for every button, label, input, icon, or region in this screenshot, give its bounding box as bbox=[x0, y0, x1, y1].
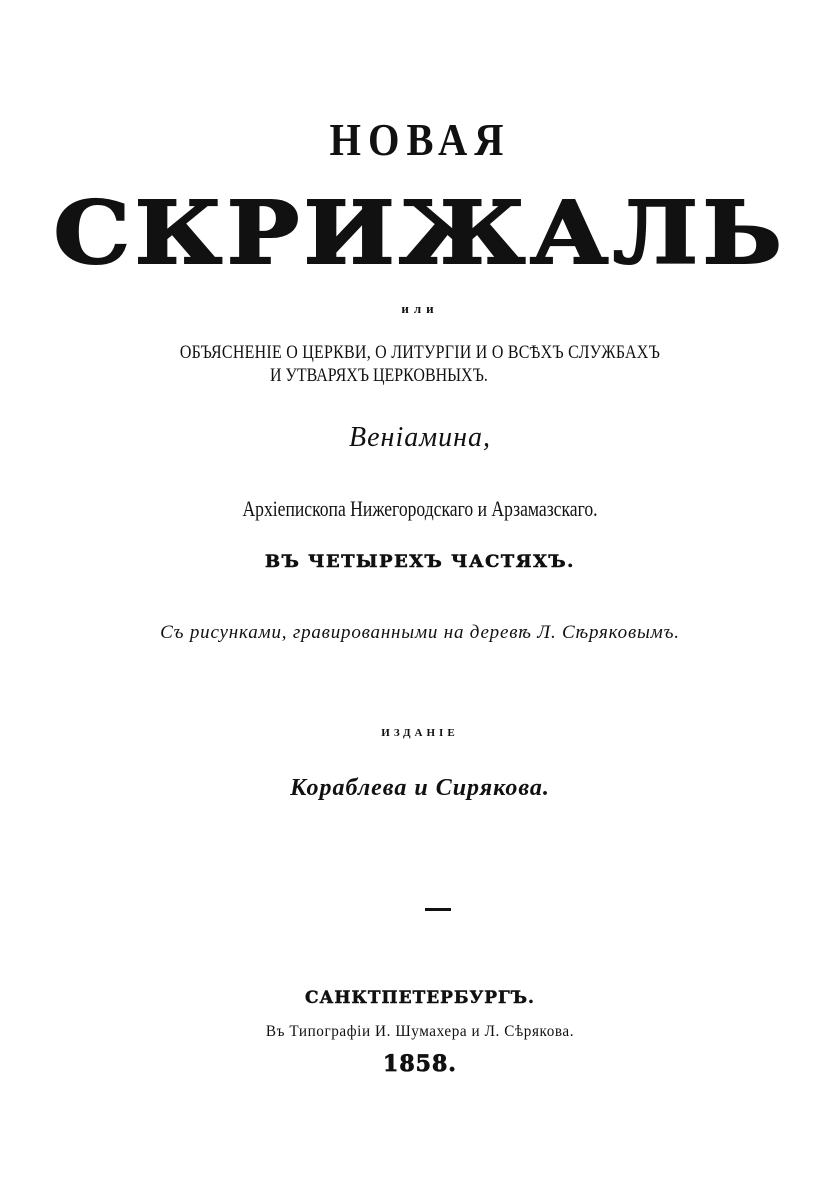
conjunction-ili: или bbox=[401, 301, 439, 316]
imprint-printer: Въ Типографіи И. Шумахера и Л. Сѣрякова. bbox=[265, 1023, 575, 1040]
parts-note: ВЪ ЧЕТЫРЕХЪ ЧАСТЯХЪ. bbox=[265, 552, 575, 572]
illustrations-note: Съ рисунками, гравированными на деревѣ Л. Сѣряковымъ. bbox=[160, 622, 680, 643]
imprint-year: 1858. bbox=[383, 1051, 457, 1077]
subtitle-line-1: ОБЪЯСНЕНІЕ О ЦЕРКВИ, О ЛИТУРГІИ И О ВСѢХЪ СЛУЖБАХЪ bbox=[179, 342, 661, 363]
imprint-city: САНКТПЕТЕРБУРГЪ. bbox=[305, 988, 535, 1008]
publishers: Кораблева и Сирякова. bbox=[290, 775, 550, 801]
author-rank: Архіепископа Нижегородскаго и Арзамазскаго. bbox=[242, 496, 598, 521]
author-name: Веніамина, bbox=[349, 422, 491, 453]
edition-label: ИЗДАНІЕ bbox=[381, 727, 459, 739]
title-top-line: НОВАЯ bbox=[329, 114, 511, 165]
main-title: СКРИЖАЛЬ bbox=[53, 183, 787, 284]
divider-rule bbox=[425, 908, 451, 911]
subtitle-line-2: И УТВАРЯХЪ ЦЕРКОВНЫХЪ. bbox=[270, 365, 488, 386]
